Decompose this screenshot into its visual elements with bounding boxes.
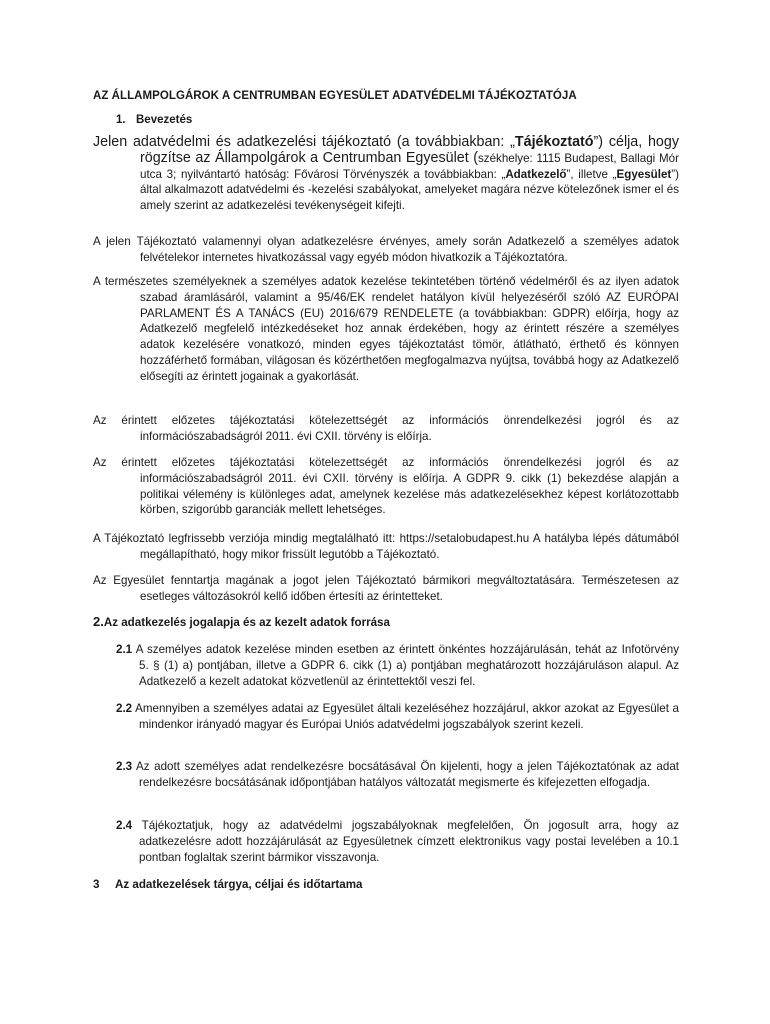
clause-2-4: 2.4 Tájékoztatjuk, hogy az adatvédelmi jogszabályoknak megfelelően, Ön jogosult arra, hogy az adatkezelésre adott hozzájárulását az Egyesületnek címzett elektronikus vagy postai levelében a 10.1 pontban foglaltak szerint bármikor visszavonja. — [116, 819, 679, 864]
section-3-heading — [93, 878, 362, 891]
changes-paragraph: Az Egyesület fenntartja magának a jogot jelen Tájékoztató bármikori megváltoztatására. Természetesen az esetleges változásokról kellő időben értesíti az érintetteket. — [93, 574, 679, 603]
section-title: Az adatkezelés jogalapja és az kezelt adatok forrása — [103, 616, 390, 629]
info-law-paragraph: Az érintett előzetes tájékoztatási kötelezettségét az információs önrendelkezési jogról és az információszabadságról 2011. évi CXII. törvény is előírja. — [93, 414, 679, 443]
clause-2-3: 2.3 Az adott személyes adat rendelkezésre bocsátásával Ön kijelenti, hogy a jelen Tájékoztatónak az adat rendelkezésre bocsátásának időpontjában hatályos változatát megismerte és kifejezetten elfogadja. — [116, 760, 679, 789]
scope-paragraph: A jelen Tájékoztató valamennyi olyan adatkezelésre érvényes, amely során Adatkezelő a személyes adatok felvételekor internetes hivatkozással vagy egyéb módon hivatkozik a Tájékoztatóra. — [93, 235, 679, 264]
latest-version-paragraph: A Tájékoztató legfrissebb verziója mindig megtalálható itt: https://setalobudapest.hu A hatályba lépés dátumából megállapítható, hogy mikor frissült legutóbb a Tájékoztató. — [93, 532, 679, 561]
special-data-paragraph: Az érintett előzetes tájékoztatási kötelezettségét az információs önrendelkezési jogról és az információszabadságról 2011. évi CXII. törvény is előírja. A GDPR 9. cikk (1) bekezdése alapján a politikai vélemény is különleges adat, amelynek kezelése más adatkezelésekhez képest korlátozottabb körben, szigorúbb garanciák mellett lehetséges. — [93, 456, 679, 517]
gdpr-paragraph: A természetes személyeknek a személyes adatok kezelése tekintetében történő védelméről és az ilyen adatok szabad áramlásáról, valamint a 95/46/EK rendelet hatályon kívül helyezéséről szóló AZ EURÓPAI PARLAMENT ÉS A TANÁCS (EU) 2016/679 RENDELETE (a továbbiakban: GDPR) előírja, hogy az Adatkezelő megfelelő intézkedéseket hoz annak érdekében, hogy az érintett részére a személyes adatok kezelésére vonatkozó, minden egyes tájékoztatást tömör, átlátható, érthető és könnyen hozzáférhető formában, világosan és közérthetően megfogalmazva nyújtsa, továbbá hogy az Adatkezelő elősegíti az érintett jogainak a gyakorlását. — [93, 275, 679, 383]
section-title: Az adatkezelések tárgya, céljai és időtartama — [115, 878, 363, 891]
intro-paragraph: Jelen adatvédelmi és adatkezelési tájékoztató (a továbbiakban: „Tájékoztató”) célja, hogy rögzítse az Állampolgárok a Centrumban Egyesület (székhelye: 1115 Budapest, Ballagi Mór utca 3; nyilvántartó hatóság: Fővárosi Törvényszék a továbbiakban: „Adatkezelő”, illetve „Egyesület”) által alkalmazott adatvédelmi és -kezelési szabályokat, amelyeket magára nézve kötelezőnek ismer el és amely szerint az adatkezelési tevékenységeit kifejti. — [93, 134, 680, 213]
clause-2-1: 2.1 A személyes adatok kezelése minden esetben az érintett önkéntes hozzájárulásán, tehát az Infotörvény 5. § (1) a) pontjában, illetve a GDPR 6. cikk (1) a) pontjában meghatározott hozzájáruláson alapul. Az Adatkezelő a kezelt adatokat közvetlenül az érintettektől veszi fel. — [116, 643, 679, 688]
document-title: AZ ÁLLAMPOLGÁROK A CENTRUMBAN EGYESÜLET ADATVÉDELMI TÁJÉKOZTATÓJA — [93, 90, 577, 102]
section-2-heading — [93, 614, 390, 629]
section-number: 3 — [93, 878, 100, 891]
section-title: Bevezetés — [136, 114, 193, 126]
clause-2-2: 2.2 Amennyiben a személyes adatai az Egyesület általi kezeléséhez hozzájárul, akkor azokat az Egyesület a mindenkor irányadó magyar és Európai Uniós adatvédelmi jogszabályok szerint kezeli. — [116, 702, 679, 731]
section-number: 2. — [93, 614, 104, 629]
section-number: 1. — [116, 114, 126, 126]
section-1-heading — [116, 114, 192, 126]
